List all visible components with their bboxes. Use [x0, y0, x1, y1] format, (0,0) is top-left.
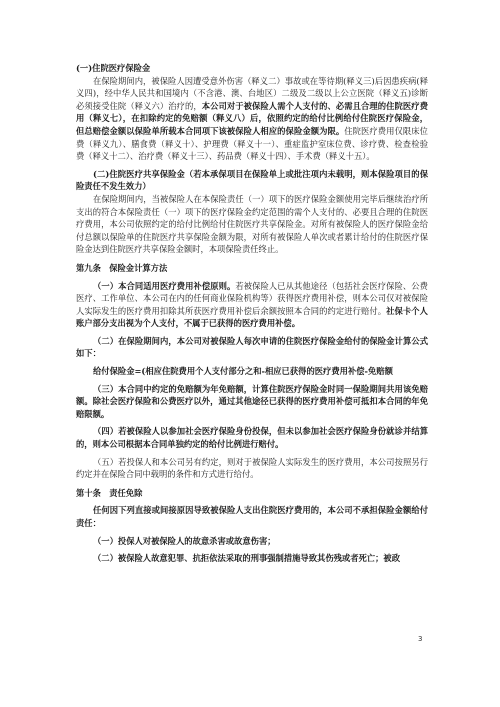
article-9-heading: 第九条 保险金计算方法: [76, 262, 168, 273]
article-9-item-4: （四）若被保险人以参加社会医疗保险身份投保，但未以参加社会医疗保险身份就诊并结算的，则本公司根据本合同单独约定的给付比例进行赔付。: [76, 426, 428, 450]
article-9-item-1-lead: （一）本合同适用医疗费用补偿原则。: [93, 280, 236, 291]
article-9-item-3: （三）本合同中约定的免赔额为年免赔额，计算住院医疗保险金时同一保险期间共用该免赔额。除社会医疗保险和公费医疗以外，通过其他途径已获得的医疗费用补偿可抵扣本合同的年免赔限额。: [76, 383, 428, 419]
section-b-title: (二)住院医疗共享保险金（若本承保项目在保险单上或批注项内未载明，则本保险项目的保险责任不发生效力）: [76, 168, 428, 192]
article-9-item-5: （五）若投保人和本公司另有约定，则对于被保险人实际发生的医疗费用，本公司按照另行约定并在保险合同中载明的条件和方式进行给付。: [76, 456, 428, 480]
section-a-cost-list: 住院医疗费用仅限床位费（释义九）、膳食费（释义十）、护理费（释义十一）、重症监护室床位费、诊疗费、检查检验费（释义十二）、治疗费（释义十三）、药品费（释义十四）、手术费（释义十五）。: [76, 125, 428, 162]
article-10-item-2: （二）被保险人故意犯罪、抗拒依法采取的刑事强制措施导致其伤残或者死亡；被政: [93, 553, 400, 564]
article-9-item-2: （二）在保险期间内，本公司对被保险人每次申请的住院医疗保险金给付的保险金计算公式如下：: [76, 335, 428, 359]
article-10-item-1: （一）投保人对被保险人的故意杀害或故意伤害；: [93, 535, 276, 546]
section-b-paragraph: 在保险期间内，当被保险人在本保险责任（一）项下的医疗保险金额使用完毕后继续治疗所支出的符合本保险责任（一）项下的医疗保险金约定范围的需个人支付的、必要且合理的住院医疗费用，本公司依照约定的给付比例给付住院医疗共享保险金。对所有被保险人的医疗保险金给付总额以保险单的住院医疗共享保险金额为限，对所有被保险人单次或者累计给付的住院医疗保险金达到住院医疗共享保险金额时，本项保险责任终止。: [76, 193, 428, 255]
section-a-text: 在保险期间内，被保险人因遭受意外伤害（释义二）事故或在等待期(释义三)后因患疾病(释义四)，经中华人民共和国境内（不含港、澳、台地区）二级及二级以上公立医院（释义五)诊断必须接受住院（释义六）治疗的，: [76, 75, 428, 111]
page-content: [76, 60, 428, 565]
article-9-item-1-text: 若被保险人已从其他途径（包括社会医疗保险、公费医疗、工作单位、本公司在内的任何商业保险机构等）获得医疗费用补偿，则本公司仅对被保险人实际发生的医疗费用扣除其所获医疗费用补偿后余额按照本合同的约定进行赔付。: [76, 280, 428, 316]
section-a-bold-text: 本公司对于被保险人需个人支付的、必需且合理的住院医疗费用（释义七），在扣除约定的免赔额（释义八）后，依照约定的给付比例给付住院医疗保险金，但总赔偿金额以保险单所载本合同项下该被保险人相应的保险金额为限。: [76, 100, 428, 136]
article-10-intro: 任何因下列直接或间接原因导致被保险人支出住院医疗费用的，本公司不承担保险金额给付责任：: [76, 505, 428, 528]
article-10-heading: 第十条 责任免除: [76, 487, 143, 498]
section-a-title: (一)住院医疗保险金: [76, 63, 151, 73]
page-number: 3: [418, 635, 423, 643]
section-a-paragraph: [76, 75, 428, 163]
article-9-formula: 给付保险金=(相应住院费用个人支付部分之和-相应已获得的医疗费用补偿-免赔额: [93, 366, 393, 377]
article-9-item-1-note: 社保卡个人账户部分支出视为个人支付，不属于已获得的医疗费用补偿。: [76, 305, 428, 329]
article-9-item-1: [76, 280, 428, 330]
